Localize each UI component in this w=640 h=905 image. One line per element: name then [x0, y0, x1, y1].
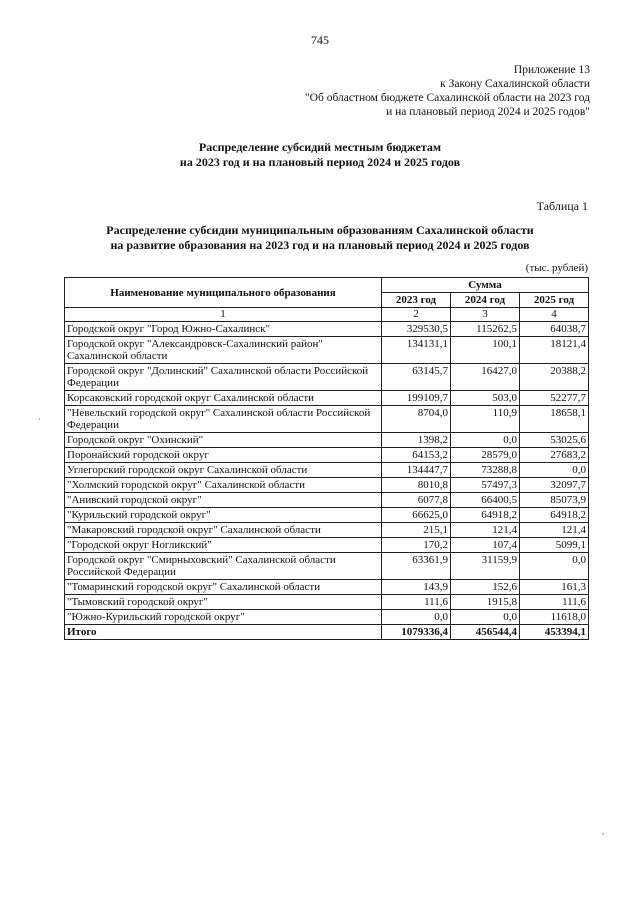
value-2024: 64918,2	[451, 508, 520, 523]
document-title	[0, 140, 640, 170]
value-2024: 107,4	[451, 538, 520, 553]
value-2023: 215,1	[382, 523, 451, 538]
table-row	[65, 538, 589, 553]
value-2024: 16427,0	[451, 364, 520, 391]
value-2023: 63145,7	[382, 364, 451, 391]
table-row	[65, 508, 589, 523]
value-2023: 0,0	[382, 610, 451, 625]
page-number: 745	[311, 33, 329, 47]
column-number: 2	[382, 308, 451, 322]
value-2023: 329530,5	[382, 322, 451, 337]
table-row	[65, 322, 589, 337]
column-number: 4	[520, 308, 589, 322]
table-row	[65, 391, 589, 406]
appendix-line-3: "Об областном бюджете Сахалинской области на 2023 год	[304, 92, 590, 104]
value-2023: 111,6	[382, 595, 451, 610]
scan-speck: ,	[602, 826, 605, 836]
municipality-name: "Макаровский городской округ" Сахалинской области	[65, 523, 382, 538]
value-2024: 115262,5	[451, 322, 520, 337]
municipality-name: Городской округ "Смирныховский" Сахалинской области Российской Федерации	[65, 553, 382, 580]
table-label: Таблица 1	[536, 199, 588, 213]
table-row	[65, 610, 589, 625]
value-2024: 152,6	[451, 580, 520, 595]
municipality-name: Городской округ "Город Южно-Сахалинск"	[65, 322, 382, 337]
municipality-name: "Невельский городской округ" Сахалинской области Российской Федерации	[65, 406, 382, 433]
value-2024: 31159,9	[451, 553, 520, 580]
units-label: (тыс. рублей)	[525, 262, 588, 274]
municipality-name: Городской округ "Долинский" Сахалинской области Российской Федерации	[65, 364, 382, 391]
municipality-name: Корсаковский городской округ Сахалинской области	[65, 391, 382, 406]
value-2024: 66400,5	[451, 493, 520, 508]
value-2023: 8010,8	[382, 478, 451, 493]
value-2024: 100,1	[451, 337, 520, 364]
value-2024: 1915,8	[451, 595, 520, 610]
value-2025: 11618,0	[520, 610, 589, 625]
header-2023: 2023 год	[382, 293, 451, 308]
value-2023: 1398,2	[382, 433, 451, 448]
value-2025: 85073,9	[520, 493, 589, 508]
municipality-name: "Томаринский городской округ" Сахалинской области	[65, 580, 382, 595]
municipality-name: "Холмский городской округ" Сахалинской области	[65, 478, 382, 493]
value-2025: 64038,7	[520, 322, 589, 337]
appendix-line-2: к Закону Сахалинской области	[440, 78, 590, 90]
municipality-name: Углегорский городской округ Сахалинской области	[65, 463, 382, 478]
value-2025: 18658,1	[520, 406, 589, 433]
document-title-line-2: на 2023 год и на плановый период 2024 и 2025 годов	[179, 155, 461, 169]
value-2024: 28579,0	[451, 448, 520, 463]
municipality-name: "Курильский городской округ"	[65, 508, 382, 523]
header-2025: 2025 год	[520, 293, 589, 308]
scan-speck: ·	[38, 414, 41, 424]
value-2024: 121,4	[451, 523, 520, 538]
value-2025: 5099,1	[520, 538, 589, 553]
table-row	[65, 364, 589, 391]
value-2025: 18121,4	[520, 337, 589, 364]
municipality-name: "Тымовский городской округ"	[65, 595, 382, 610]
value-2025: 0,0	[520, 553, 589, 580]
value-2023: 170,2	[382, 538, 451, 553]
header-2024: 2024 год	[451, 293, 520, 308]
table-row	[65, 553, 589, 580]
header-municipality: Наименование муниципального образования	[65, 278, 382, 308]
table-row	[65, 463, 589, 478]
municipality-name: "Анивский городской округ"	[65, 493, 382, 508]
table-row	[65, 493, 589, 508]
header-sum: Сумма	[382, 278, 589, 293]
document-title-line-1: Распределение субсидий местным бюджетам	[198, 140, 442, 154]
column-number: 3	[451, 308, 520, 322]
total-row	[65, 625, 589, 640]
table-row	[65, 406, 589, 433]
value-2023: 6077,8	[382, 493, 451, 508]
value-2024: 57497,3	[451, 478, 520, 493]
table-row	[65, 595, 589, 610]
value-2023: 143,9	[382, 580, 451, 595]
municipality-name: "Южно-Курильский городской округ"	[65, 610, 382, 625]
value-2025: 53025,6	[520, 433, 589, 448]
value-2023: 134131,1	[382, 337, 451, 364]
value-2025: 161,3	[520, 580, 589, 595]
value-2025: 52277,7	[520, 391, 589, 406]
total-2023: 1079336,4	[382, 625, 451, 640]
value-2024: 0,0	[451, 610, 520, 625]
table-title-line-1: Распределение субсидии муниципальным образованиям Сахалинской области	[106, 223, 534, 237]
value-2024: 73288,8	[451, 463, 520, 478]
table-row	[65, 478, 589, 493]
appendix-line-4: и на плановый период 2024 и 2025 годов"	[386, 106, 590, 118]
total-2025: 453394,1	[520, 625, 589, 640]
value-2025: 27683,2	[520, 448, 589, 463]
municipality-name: "Городской округ Ногликский"	[65, 538, 382, 553]
municipality-name: Городской округ "Охинский"	[65, 433, 382, 448]
municipality-name: Городской округ "Александровск-Сахалинский район" Сахалинской области	[65, 337, 382, 364]
value-2023: 8704,0	[382, 406, 451, 433]
value-2025: 121,4	[520, 523, 589, 538]
value-2023: 66625,0	[382, 508, 451, 523]
value-2025: 64918,2	[520, 508, 589, 523]
value-2024: 0,0	[451, 433, 520, 448]
value-2025: 111,6	[520, 595, 589, 610]
column-number: 1	[65, 308, 382, 322]
table-row	[65, 523, 589, 538]
table-row	[65, 580, 589, 595]
table-title	[0, 223, 640, 253]
total-label: Итого	[65, 625, 382, 640]
table-row	[65, 448, 589, 463]
value-2023: 64153,2	[382, 448, 451, 463]
appendix-line-1: Приложение 13	[513, 64, 590, 76]
value-2024: 503,0	[451, 391, 520, 406]
table-row	[65, 433, 589, 448]
municipality-name: Поронайский городской округ	[65, 448, 382, 463]
value-2023: 199109,7	[382, 391, 451, 406]
total-2024: 456544,4	[451, 625, 520, 640]
value-2025: 0,0	[520, 463, 589, 478]
value-2023: 134447,7	[382, 463, 451, 478]
appendix-reference	[305, 63, 590, 119]
value-2025: 20388,2	[520, 364, 589, 391]
table-title-line-2: на развитие образования на 2023 год и на плановый период 2024 и 2025 годов	[110, 238, 530, 252]
value-2024: 110,9	[451, 406, 520, 433]
value-2023: 63361,9	[382, 553, 451, 580]
value-2025: 32097,7	[520, 478, 589, 493]
table-row	[65, 337, 589, 364]
subsidy-table	[64, 277, 589, 640]
